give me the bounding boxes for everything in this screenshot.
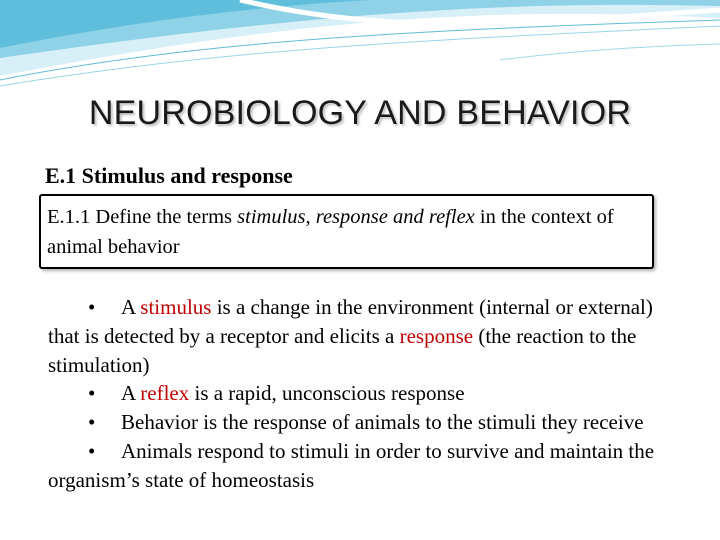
objective-box — [39, 194, 654, 269]
objective-prefix: E.1.1 Define the terms — [47, 206, 238, 228]
bullet-icon: • — [88, 381, 96, 406]
wave-line-3 — [500, 44, 720, 60]
term-stimulus: stimulus — [140, 295, 212, 319]
slide-title: NEUROBIOLOGY AND BEHAVIOR — [88, 94, 632, 132]
bullet-icon: • — [88, 438, 96, 463]
list-item: • Behavior is the response of animals to the stimuli they receive — [48, 408, 668, 437]
bullet-list — [48, 293, 668, 495]
term-reflex: reflex — [140, 381, 190, 406]
section-heading: E.1 Stimulus and response — [45, 163, 293, 188]
term-response: response — [399, 323, 474, 348]
bullet-icon: • — [88, 410, 96, 435]
list-item: • A stimulus is a change in the environment (internal or external) that is detected by a receptor and elicits a response (the reaction to the stimulation) — [48, 295, 653, 377]
objective-suffix: in the context of animal behavior — [47, 206, 614, 258]
objective-terms: stimulus, response and reflex — [237, 206, 475, 228]
list-item: • A reflex is a rapid, unconscious response — [48, 379, 668, 408]
list-item: • Animals respond to stimuli in order to survive and maintain the organism’s state of homeostasis — [48, 438, 655, 492]
bullet-icon: • — [88, 295, 96, 319]
header-wave-decoration — [0, 0, 720, 100]
